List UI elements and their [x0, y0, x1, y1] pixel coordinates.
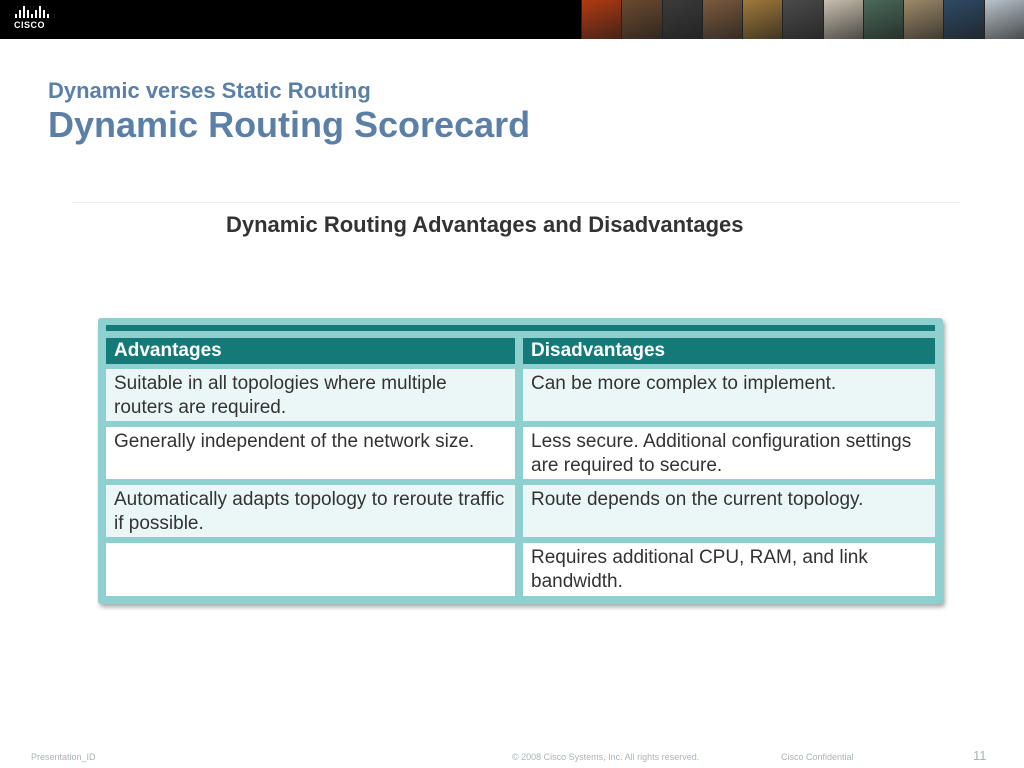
table-cell-disadvantage-3: Route depends on the current topology. — [523, 485, 935, 537]
header-photo-2 — [621, 0, 661, 39]
table-cell-advantage-3: Automatically adapts topology to reroute traffic if possible. — [106, 485, 515, 537]
cisco-logo-bars-icon — [15, 6, 58, 18]
table-top-bar — [106, 325, 935, 331]
table-cell-advantage-1: Suitable in all topologies where multiple routers are required. — [106, 369, 515, 421]
header-photo-8 — [863, 0, 903, 39]
slide-subtitle: Dynamic verses Static Routing — [48, 78, 371, 103]
table-cell-disadvantage-4: Requires additional CPU, RAM, and link bandwidth. — [523, 543, 935, 596]
table-cell-advantage-4 — [106, 543, 515, 596]
footer-confidential: Cisco Confidential — [781, 752, 854, 762]
header-photo-9 — [903, 0, 943, 39]
header-photo-4 — [702, 0, 742, 39]
cisco-logo — [14, 6, 58, 34]
cisco-logo-text: CISCO — [14, 20, 46, 30]
header-photo-6 — [782, 0, 822, 39]
people-photo-strip — [581, 0, 1024, 39]
column-header-disadvantages: Disadvantages — [523, 338, 935, 364]
slide-title: Dynamic Routing Scorecard — [48, 104, 531, 145]
figure-heading: Dynamic Routing Advantages and Disadvantages — [226, 212, 744, 237]
table-cell-disadvantage-2: Less secure. Additional configuration settings are required to secure. — [523, 427, 935, 479]
header-banner — [0, 0, 1024, 39]
header-photo-3 — [662, 0, 702, 39]
column-header-advantages: Advantages — [106, 338, 515, 364]
scorecard-table — [98, 318, 943, 604]
footer-copyright: © 2008 Cisco Systems, Inc. All rights reserved. — [512, 752, 700, 762]
header-photo-10 — [943, 0, 983, 39]
footer-presentation-id: Presentation_ID — [31, 752, 96, 762]
page-number: 11 — [973, 748, 987, 763]
header-photo-11 — [984, 0, 1024, 39]
header-photo-1 — [581, 0, 621, 39]
table-cell-disadvantage-1: Can be more complex to implement. — [523, 369, 935, 421]
header-photo-7 — [823, 0, 863, 39]
table-cell-advantage-2: Generally independent of the network size. — [106, 427, 515, 479]
header-photo-5 — [742, 0, 782, 39]
figure-divider — [72, 202, 960, 203]
